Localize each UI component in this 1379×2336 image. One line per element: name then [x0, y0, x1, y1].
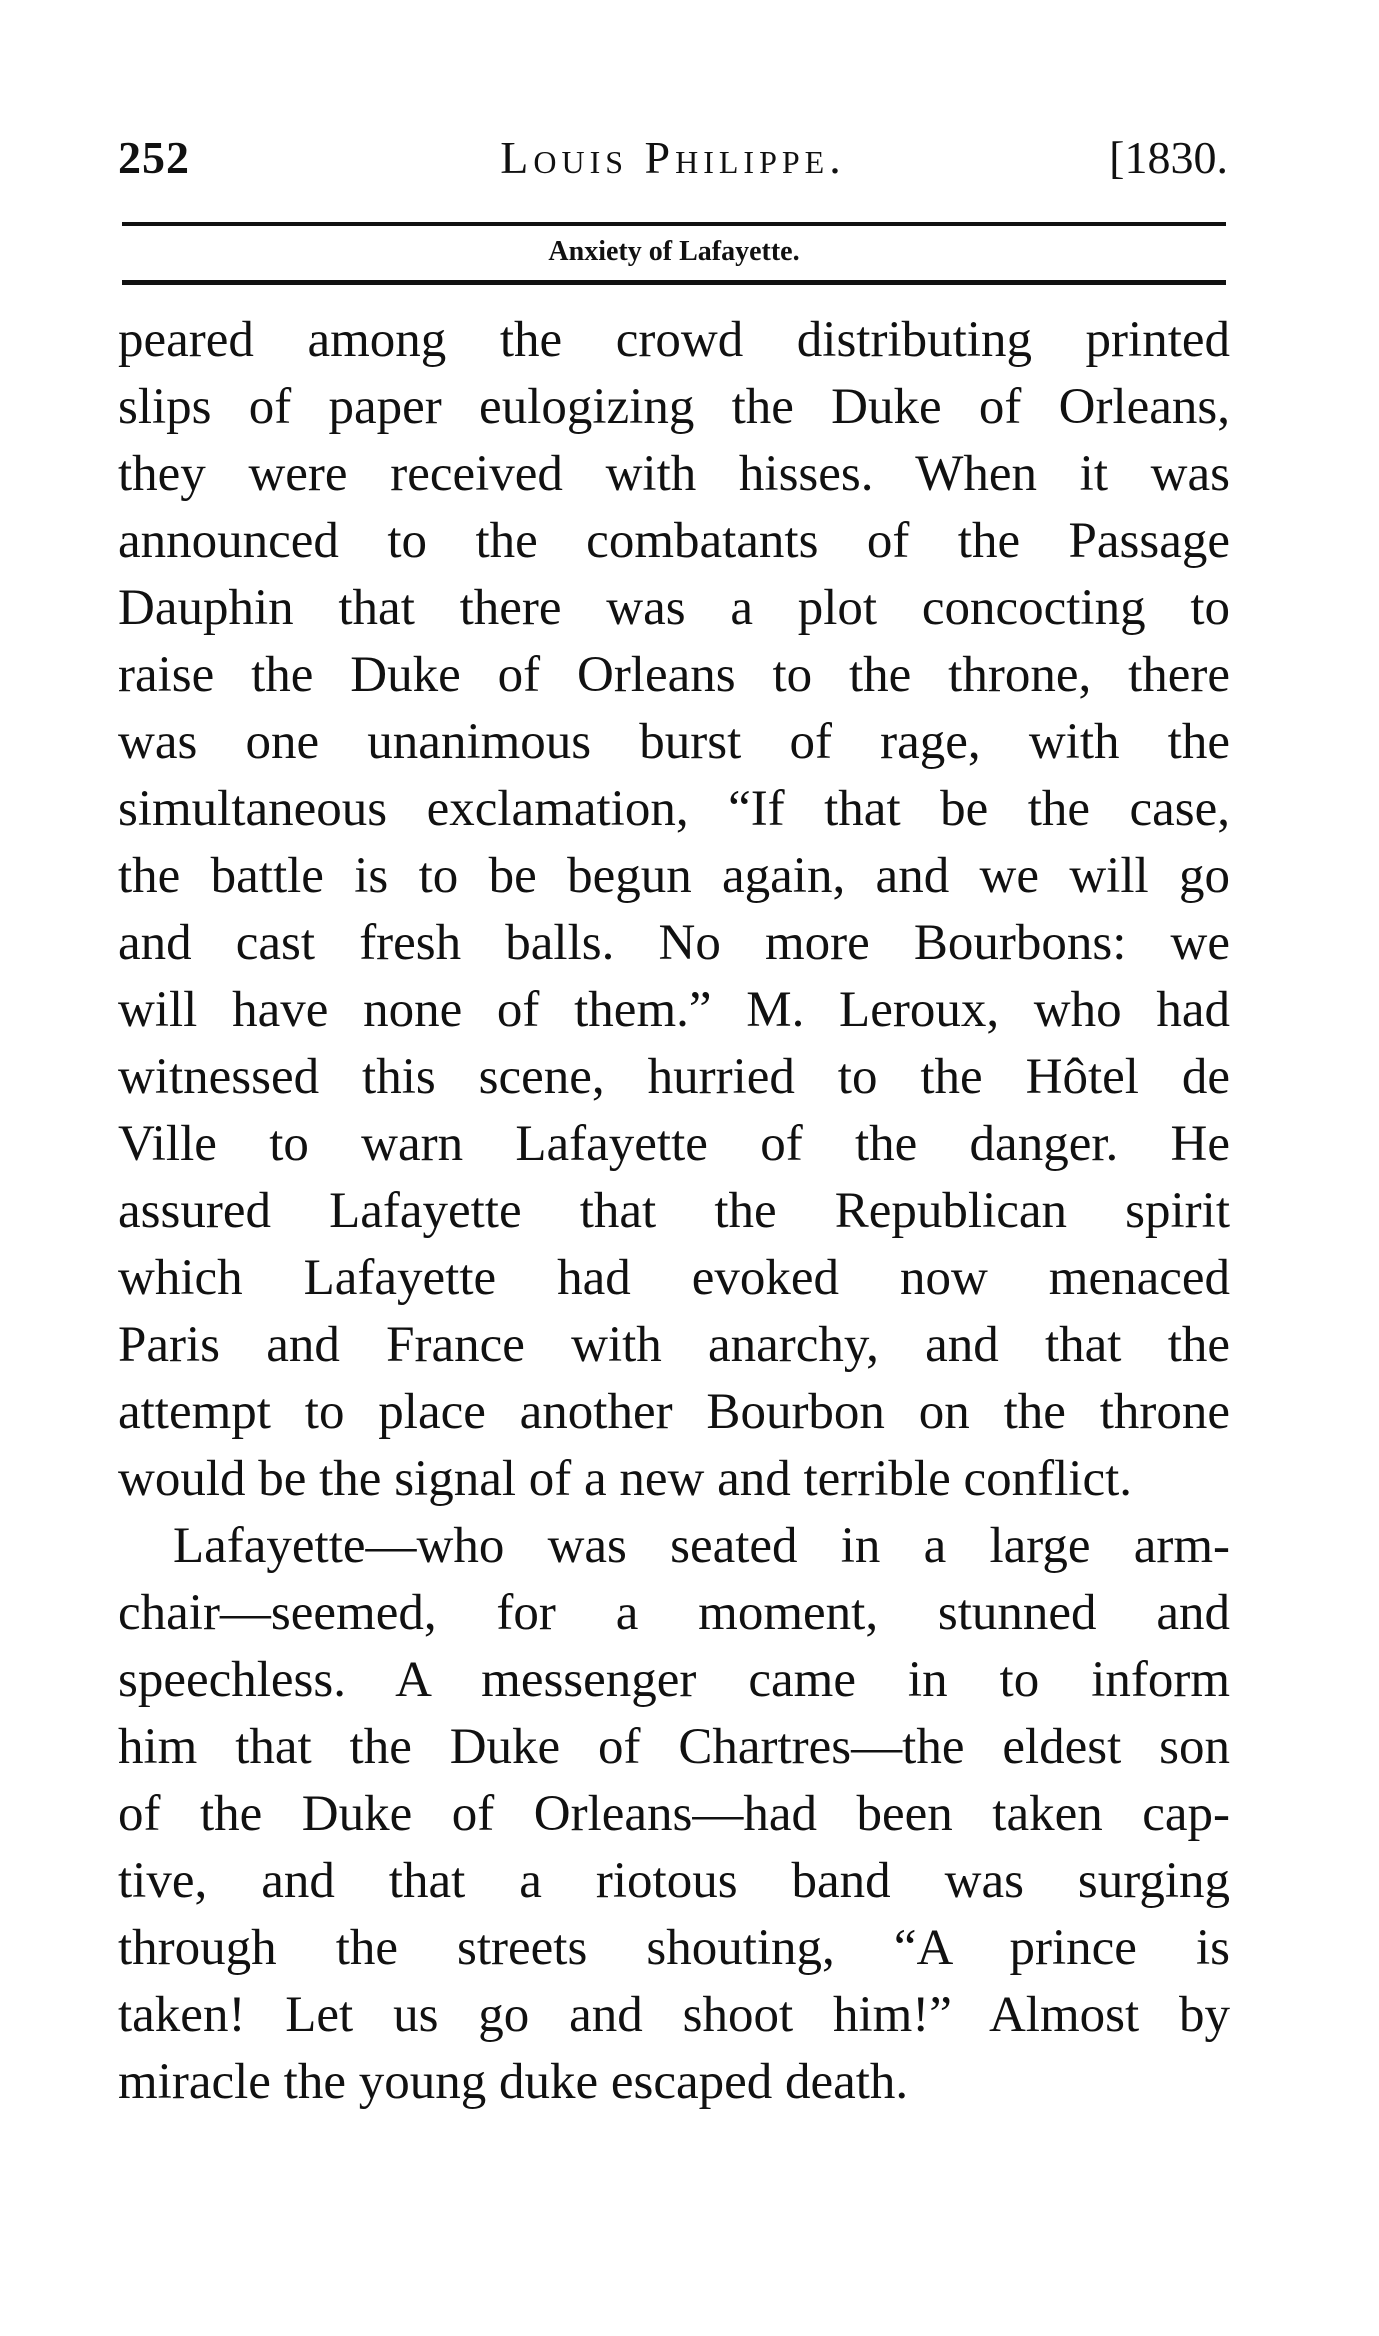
paragraph — [118, 307, 1230, 1513]
text-line: him that the Duke of Chartres—the eldest son — [118, 1719, 1230, 1775]
text-line: the battle is to be begun again, and we will go — [118, 848, 1230, 904]
text-line: attempt to place another Bourbon on the throne — [118, 1384, 1230, 1440]
text-line: announced to the combatants of the Passage — [118, 513, 1230, 569]
book-title: Louis Philippe. — [500, 132, 846, 183]
text-line: would be the signal of a new and terrible conflict. — [118, 1451, 1132, 1507]
paragraph — [118, 1513, 1230, 2116]
text-line: Dauphin that there was a plot concocting to — [118, 580, 1230, 636]
text-line: Lafayette—who was seated in a large arm- — [173, 1518, 1230, 1574]
text-line: peared among the crowd distributing printed — [118, 312, 1230, 368]
header-rule-bottom — [122, 280, 1226, 285]
text-line: speechless. A messenger came in to inform — [118, 1652, 1230, 1708]
text-line: simultaneous exclamation, “If that be the case, — [118, 781, 1230, 837]
body-text — [118, 307, 1230, 2116]
text-line: tive, and that a riotous band was surging — [118, 1853, 1230, 1909]
text-line: Ville to warn Lafayette of the danger. He — [118, 1116, 1230, 1172]
header-rule-top — [122, 222, 1226, 226]
text-line: will have none of them.” M. Leroux, who had — [118, 982, 1230, 1038]
page-number: 252 — [118, 132, 190, 183]
text-line: miracle the young duke escaped death. — [118, 2054, 909, 2110]
text-line: witnessed this scene, hurried to the Hôtel de — [118, 1049, 1230, 1105]
text-line: slips of paper eulogizing the Duke of Orleans, — [118, 379, 1230, 435]
text-line: raise the Duke of Orleans to the throne, there — [118, 647, 1230, 703]
text-line: which Lafayette had evoked now menaced — [118, 1250, 1230, 1306]
text-line: and cast fresh balls. No more Bourbons: we — [118, 915, 1230, 971]
section-heading: Anxiety of Lafayette. — [548, 236, 800, 267]
text-line: Paris and France with anarchy, and that the — [118, 1317, 1230, 1373]
text-line: of the Duke of Orleans—had been taken cap- — [118, 1786, 1230, 1842]
text-line: taken! Let us go and shoot him!” Almost by — [118, 1987, 1230, 2043]
text-line: through the streets shouting, “A prince is — [118, 1920, 1230, 1976]
text-line: chair—seemed, for a moment, stunned and — [118, 1585, 1230, 1641]
text-line: was one unanimous burst of rage, with the — [118, 714, 1230, 770]
year-marker: [1830. — [1109, 132, 1228, 183]
text-line: assured Lafayette that the Republican spirit — [118, 1183, 1230, 1239]
running-head — [118, 128, 1228, 188]
text-line: they were received with hisses. When it was — [118, 446, 1230, 502]
